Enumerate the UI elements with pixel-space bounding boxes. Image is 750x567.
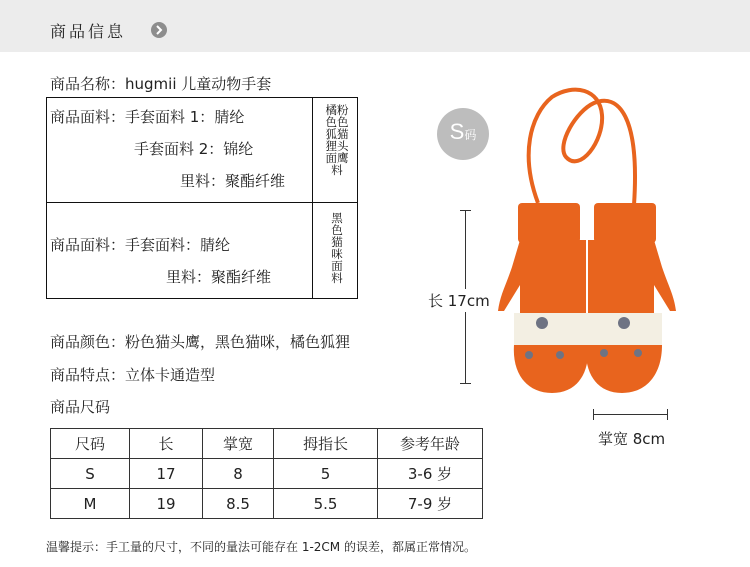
palm-width-dimension-cap	[667, 409, 668, 420]
material-2-side-label	[320, 212, 354, 284]
table-row	[51, 489, 483, 519]
size-table-header-row	[51, 429, 483, 459]
table-row	[51, 459, 483, 489]
side-label-char: 料	[331, 271, 343, 285]
side-label-char: 面	[331, 259, 343, 273]
product-colors: 商品颜色：粉色猫头鹰，黑色猫咪，橘色狐狸	[50, 333, 351, 351]
table-header-cell: 拇指长	[274, 429, 378, 459]
length-label: 长 17cm	[428, 289, 490, 312]
material-table-divider-vertical	[312, 97, 313, 299]
table-cell: 7-9 岁	[378, 489, 483, 519]
left-pompom	[536, 317, 548, 329]
table-cell: 8.5	[203, 489, 274, 519]
right-fox-face	[586, 345, 662, 393]
left-eye	[525, 351, 533, 359]
section-title: 商品信息	[50, 22, 127, 41]
left-cream-band	[514, 313, 588, 347]
material-2-line-2: 里料：聚酯纤维	[166, 268, 272, 286]
side-label-char: 黑	[331, 211, 343, 225]
chevron-right-glyph	[151, 22, 167, 38]
left-eye	[556, 351, 564, 359]
side-label-char: 色色	[325, 115, 349, 129]
length-dimension-cap	[460, 383, 471, 384]
table-header-cell: 参考年龄	[378, 429, 483, 459]
material-table-divider-horizontal	[46, 202, 358, 203]
material-2-line-1: 商品面料：手套面料：腈纶	[50, 236, 231, 254]
table-header-cell: 尺码	[51, 429, 130, 459]
palm-width-dimension-line	[593, 414, 668, 415]
material-1-line-2: 手套面料 2：锦纶	[134, 140, 254, 158]
right-mitten	[586, 203, 676, 393]
palm-width-dimension-cap	[593, 409, 594, 420]
size-badge-text: 码	[464, 128, 477, 142]
palm-width-label: 掌宽 8cm	[598, 430, 666, 448]
chevron-right-icon	[151, 22, 167, 38]
size-badge	[437, 108, 489, 160]
mitten-cord	[529, 90, 635, 205]
left-fox-face	[514, 345, 588, 393]
left-mitten	[498, 203, 588, 393]
table-header-cell: 掌宽	[203, 429, 274, 459]
right-pompom	[618, 317, 630, 329]
side-label-char: 料	[331, 163, 343, 177]
table-cell: S	[51, 459, 130, 489]
table-cell: 19	[130, 489, 203, 519]
side-label-char: 橘粉	[325, 103, 349, 117]
left-cuff	[518, 203, 580, 243]
right-cuff	[594, 203, 656, 243]
length-dimension-cap	[460, 210, 471, 211]
side-label-char: 猫	[331, 235, 343, 249]
table-cell: 3-6 岁	[378, 459, 483, 489]
table-cell: M	[51, 489, 130, 519]
side-label-char: 色	[331, 223, 343, 237]
size-heading: 商品尺码	[50, 398, 111, 416]
table-cell: 5.5	[274, 489, 378, 519]
product-name: 商品名称：hugmii 儿童动物手套	[50, 75, 272, 93]
table-cell: 8	[203, 459, 274, 489]
side-label-char: 狐猫	[325, 127, 349, 141]
fox-mittens-illustration	[490, 75, 680, 405]
table-cell: 17	[130, 459, 203, 489]
side-label-char: 面鹰	[325, 151, 349, 165]
size-badge-letter: S	[449, 119, 465, 144]
right-eye	[634, 349, 642, 357]
size-table	[50, 428, 483, 519]
size-note: 温馨提示：手工量的尺寸，不同的量法可能存在 1-2CM 的误差，都属正常情况。	[46, 540, 476, 554]
side-label-char: 狸头	[325, 139, 349, 153]
material-1-line-3: 里料：聚酯纤维	[180, 172, 286, 190]
product-features: 商品特点：立体卡通造型	[50, 366, 216, 384]
side-label-char: 咪	[331, 247, 343, 261]
table-header-cell: 长	[130, 429, 203, 459]
material-1-line-1: 商品面料：手套面料 1：腈纶	[50, 108, 245, 126]
right-eye	[600, 349, 608, 357]
material-1-side-label	[320, 104, 354, 176]
table-cell: 5	[274, 459, 378, 489]
